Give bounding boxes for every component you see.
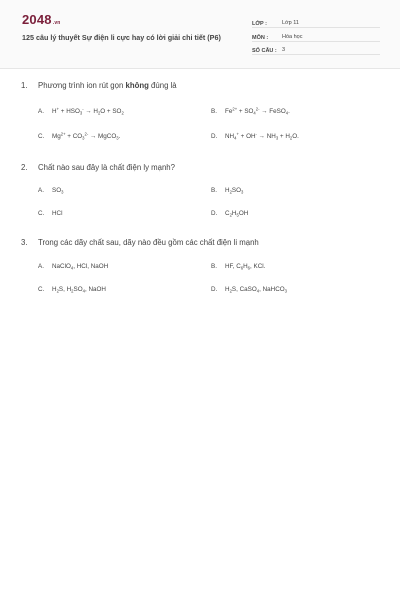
option-3c[interactable] — [38, 286, 106, 293]
option-text: $NH_4^+ + OH^- \to NH_3 + H_2O$. — [225, 131, 299, 141]
option-text: HCl — [52, 210, 63, 217]
question-text-part: Phương trình ion rút gọn — [38, 81, 126, 90]
document-title: 125 câu lý thuyết Sự điện li cực hay có lời giải chi tiết (P6) — [22, 33, 221, 42]
option-text: $H_2S$, CaSO$_4$, NaHCO$_3$ — [225, 286, 287, 294]
option-2a[interactable] — [38, 187, 63, 194]
option-letter: D. — [211, 286, 218, 293]
option-letter: B. — [211, 263, 217, 270]
meta-value: 3 — [282, 47, 286, 53]
meta-row-count — [252, 42, 380, 55]
header-divider — [0, 68, 400, 69]
question-text — [21, 81, 177, 90]
option-1d[interactable] — [211, 133, 299, 140]
option-text: $H_2S$, $H_2SO_4$, NaOH — [52, 286, 106, 294]
option-1c[interactable] — [38, 133, 120, 140]
question-number: 2. — [21, 163, 28, 172]
option-2b[interactable] — [211, 187, 243, 194]
option-1a[interactable] — [38, 108, 124, 115]
option-text: $SO_3$ — [52, 187, 64, 195]
option-text: $C_2H_5OH$ — [225, 210, 249, 218]
brand-suffix: .vn — [52, 20, 61, 26]
option-letter: A. — [38, 187, 44, 194]
meta-value: Hóa học — [282, 33, 303, 40]
option-letter: C. — [38, 133, 45, 140]
meta-label: LỚP : — [252, 21, 267, 27]
question-3 — [21, 238, 259, 247]
option-text: NaClO$_4$, HCl, NaOH — [52, 263, 109, 271]
question-text — [21, 163, 175, 172]
question-text-bold: không — [125, 81, 149, 90]
meta-row-class — [252, 15, 380, 28]
question-text-part: đúng là — [148, 81, 177, 90]
option-text: $H_2SO_3$ — [225, 187, 244, 195]
question-text-part: Trong các dãy chất sau, dãy nào đều gồm các chất điện li mạnh — [38, 238, 259, 247]
meta-info — [252, 15, 380, 56]
option-3a[interactable] — [38, 263, 108, 270]
question-1 — [21, 81, 177, 90]
option-text: $Fe^{2+} + SO_4^{2-}$ → FeSO$_4$. — [225, 106, 290, 116]
option-letter: D. — [211, 133, 218, 140]
option-letter: D. — [211, 210, 218, 217]
option-text: $Mg^{2+} + CO_3^{2-}$ → MgCO$_3$. — [52, 131, 121, 141]
meta-label: SỐ CÂU : — [252, 48, 277, 54]
option-2c[interactable] — [38, 210, 63, 217]
option-3d[interactable] — [211, 286, 287, 293]
question-text — [21, 238, 259, 247]
question-text-part: Chất nào sau đây là chất điện ly mạnh? — [38, 163, 175, 172]
option-letter: C. — [38, 286, 45, 293]
option-letter: A. — [38, 108, 44, 115]
option-2d[interactable] — [211, 210, 248, 217]
option-1b[interactable] — [211, 108, 290, 115]
option-letter: A. — [38, 263, 44, 270]
option-3b[interactable] — [211, 263, 265, 270]
option-text: HF, $C_6H_6$, KCl. — [225, 263, 266, 271]
question-number: 3. — [21, 238, 28, 247]
brand-logo[interactable] — [22, 12, 61, 27]
meta-row-subject — [252, 29, 380, 42]
page-header — [0, 0, 400, 68]
meta-label: MÔN : — [252, 34, 269, 41]
option-letter: C. — [38, 210, 45, 217]
meta-value: Lớp 11 — [282, 20, 299, 26]
option-letter: B. — [211, 108, 217, 115]
option-text: $H^+ + HSO_3^- \to H_2O + SO_2$ — [52, 106, 124, 116]
question-2 — [21, 163, 175, 172]
question-number: 1. — [21, 81, 28, 90]
brand-name: 2048 — [22, 12, 52, 27]
option-letter: B. — [211, 187, 217, 194]
